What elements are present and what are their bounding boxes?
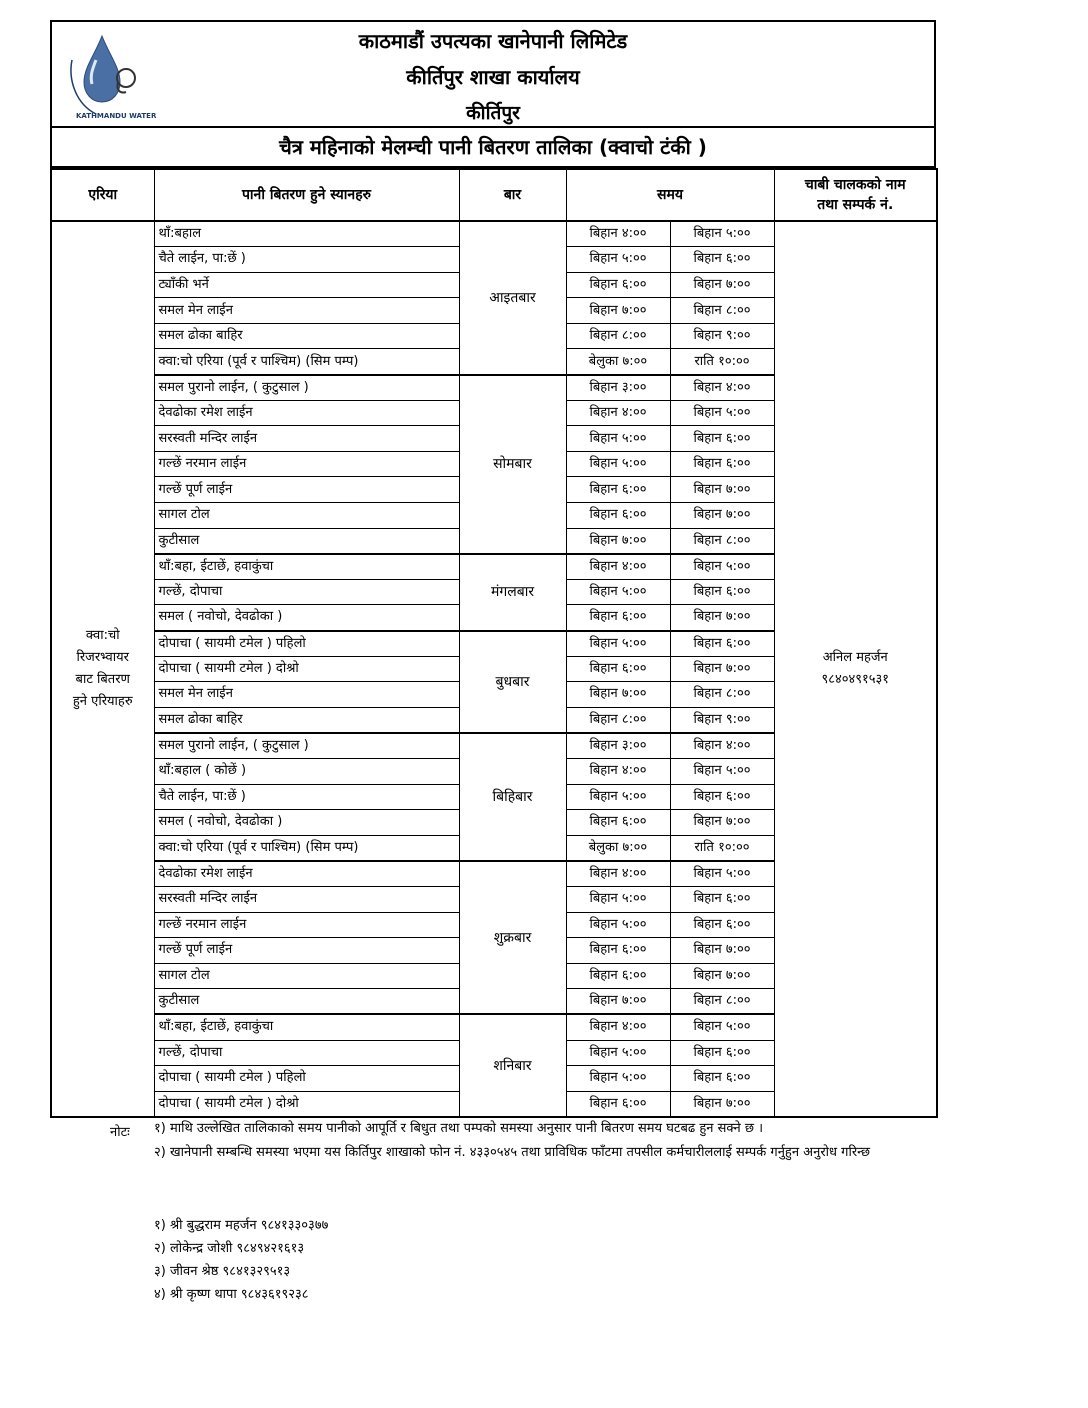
end-time-cell: राति १०:०० [670, 349, 774, 375]
operator-header-line2: तथा सम्पर्क नं. [817, 197, 894, 213]
column-header-operator [774, 169, 937, 221]
start-time-cell: बेलुका ७:०० [566, 349, 670, 375]
place-cell: समल ( नवोचो, देवढोका ) [154, 810, 459, 836]
start-time-cell: बिहान ७:०० [566, 298, 670, 324]
contact-item: ४) श्री कृष्ण थापा ९८४३६१९२३८ [154, 1287, 309, 1302]
place-cell: समल ( नवोचो, देवढोका ) [154, 605, 459, 631]
end-time-cell: बिहान ५:०० [670, 758, 774, 784]
area-label-line: बाट बितरण [75, 671, 130, 687]
notes-section [110, 1118, 930, 1164]
place-cell: कुटीसाल [154, 528, 459, 554]
end-time-cell: बिहान ४:०० [670, 733, 774, 759]
operator-cell [774, 221, 937, 1117]
place-cell: सरस्वती मन्दिर लाईन [154, 886, 459, 912]
place-cell: गल्छें, दोपाचा [154, 579, 459, 605]
start-time-cell: बिहान ६:०० [566, 963, 670, 989]
place-cell: सागल टोल [154, 963, 459, 989]
start-time-cell: बिहान ४:०० [566, 554, 670, 580]
start-time-cell: बेलुका ७:०० [566, 835, 670, 861]
column-header-day: बार [459, 169, 566, 221]
end-time-cell: बिहान ६:०० [670, 579, 774, 605]
end-time-cell: बिहान ७:०० [670, 1091, 774, 1117]
place-cell: ट्याँकी भर्ने [154, 272, 459, 298]
office-name: कीर्तिपुर शाखा कार्यालय [406, 65, 580, 89]
place-cell: चैते लाईन, पा:छें ) [154, 784, 459, 810]
day-cell: मंगलबार [459, 554, 566, 631]
place-cell: देवढोका रमेश लाईन [154, 400, 459, 426]
end-time-cell: बिहान ९:०० [670, 707, 774, 733]
place-cell: समल ढोका बाहिर [154, 707, 459, 733]
start-time-cell: बिहान ४:०० [566, 861, 670, 887]
start-time-cell: बिहान ४:०० [566, 758, 670, 784]
table-row [51, 221, 937, 247]
end-time-cell: बिहान ६:०० [670, 247, 774, 273]
contact-list [154, 1214, 328, 1306]
operator-header-line1: चाबी चालकको नाम [804, 177, 906, 193]
place-cell: समल पुरानो लाईन, ( कुटुसाल ) [154, 733, 459, 759]
column-header-places: पानी बितरण हुने स्यानहरु [154, 169, 459, 221]
place-cell: देवढोका रमेश लाईन [154, 861, 459, 887]
place-cell: थाँ:बहाल ( कोछें ) [154, 758, 459, 784]
end-time-cell: बिहान ६:०० [670, 631, 774, 657]
start-time-cell: बिहान ६:०० [566, 810, 670, 836]
start-time-cell: बिहान ४:०० [566, 400, 670, 426]
place-cell: समल ढोका बाहिर [154, 323, 459, 349]
place-cell: गल्छें पूर्ण लाईन [154, 938, 459, 964]
column-header-time: समय [566, 169, 774, 221]
day-cell: शुक्रबार [459, 861, 566, 1015]
contact-item: २) लोकेन्द्र जोशी ९८४९४२१६१३ [154, 1241, 305, 1256]
end-time-cell: बिहान ६:०० [670, 426, 774, 452]
start-time-cell: बिहान ५:०० [566, 1040, 670, 1066]
start-time-cell: बिहान ६:०० [566, 605, 670, 631]
start-time-cell: बिहान ६:०० [566, 503, 670, 529]
end-time-cell: बिहान ६:०० [670, 1066, 774, 1092]
table-header-row [51, 169, 937, 221]
day-cell: बुधबार [459, 631, 566, 733]
end-time-cell: बिहान ७:०० [670, 963, 774, 989]
place-cell: क्वा:चो एरिया (पूर्व र पाश्चिम) (सिम पम्प) [154, 835, 459, 861]
area-label-line: क्वा:चो [85, 627, 120, 643]
column-header-area: एरिया [51, 169, 154, 221]
end-time-cell: बिहान ६:०० [670, 912, 774, 938]
start-time-cell: बिहान ७:०० [566, 682, 670, 708]
start-time-cell: बिहान ५:०० [566, 426, 670, 452]
start-time-cell: बिहान ६:०० [566, 272, 670, 298]
end-time-cell: बिहान ७:०० [670, 656, 774, 682]
start-time-cell: बिहान ५:०० [566, 784, 670, 810]
start-time-cell: बिहान ५:०० [566, 451, 670, 477]
start-time-cell: बिहान ७:०० [566, 989, 670, 1015]
end-time-cell: बिहान ६:०० [670, 784, 774, 810]
area-cell [51, 221, 154, 1117]
note-1: १) माथि उल्लेखित तालिकाको समय पानीको आपूर्ति र बिधुत तथा पम्पको समस्या अनुसार पानी बितरण समय घटबढ हुन सक्ने छ । [154, 1121, 764, 1136]
notes-label: नोटः [110, 1125, 130, 1140]
start-time-cell: बिहान ६:०० [566, 656, 670, 682]
end-time-cell: बिहान ५:०० [670, 1014, 774, 1040]
place-cell: सरस्वती मन्दिर लाईन [154, 426, 459, 452]
place-cell: गल्छें पूर्ण लाईन [154, 477, 459, 503]
place-cell: दोपाचा ( सायमी टमेल ) दोश्रो [154, 656, 459, 682]
end-time-cell: राति १०:०० [670, 835, 774, 861]
end-time-cell: बिहान ८:०० [670, 989, 774, 1015]
operator-phone: ९८४०४९१५३१ [821, 671, 890, 687]
start-time-cell: बिहान ५:०० [566, 1066, 670, 1092]
contact-item: ३) जीवन श्रेष्ठ ९८४१३२९५१३ [154, 1264, 291, 1279]
day-cell: बिहिबार [459, 733, 566, 861]
schedule-title: चैत्र महिनाको मेलम्ची पानी बितरण तालिका (क्वाचो टंकी ) [50, 128, 936, 168]
place-cell: गल्छें नरमान लाईन [154, 451, 459, 477]
day-cell: शनिबार [459, 1014, 566, 1116]
area-label-line: हुने एरियाहरु [72, 693, 133, 709]
operator-name: अनिल महर्जन [822, 649, 888, 665]
start-time-cell: बिहान ४:०० [566, 1014, 670, 1040]
end-time-cell: बिहान ७:०० [670, 938, 774, 964]
letterhead [50, 20, 936, 128]
start-time-cell: बिहान ५:०० [566, 912, 670, 938]
note-2: २) खानेपानी सम्बन्धि समस्या भएमा यस किर्तिपुर शाखाको फोन नं. ४३३०५४५ तथा प्राविधिक फाँटमा तपसील कर्मचारीललाई सम्पर्क गर्नुहुन अनुरोध गरिन्छ [154, 1145, 870, 1160]
start-time-cell: बिहान ७:०० [566, 528, 670, 554]
place-cell: दोपाचा ( सायमी टमेल ) दोश्रो [154, 1091, 459, 1117]
place-cell: थाँ:बहाल [154, 221, 459, 247]
place-cell: गल्छें, दोपाचा [154, 1040, 459, 1066]
end-time-cell: बिहान ८:०० [670, 298, 774, 324]
end-time-cell: बिहान ७:०० [670, 272, 774, 298]
start-time-cell: बिहान ८:०० [566, 323, 670, 349]
end-time-cell: बिहान ८:०० [670, 528, 774, 554]
end-time-cell: बिहान ७:०० [670, 477, 774, 503]
start-time-cell: बिहान ५:०० [566, 247, 670, 273]
day-cell: आइतबार [459, 221, 566, 375]
end-time-cell: बिहान ६:०० [670, 1040, 774, 1066]
schedule-body [51, 221, 937, 1117]
place-cell: क्वा:चो एरिया (पूर्व र पाश्चिम) (सिम पम्प) [154, 349, 459, 375]
end-time-cell: बिहान ५:०० [670, 221, 774, 247]
start-time-cell: बिहान ८:०० [566, 707, 670, 733]
place-cell: दोपाचा ( सायमी टमेल ) पहिलो [154, 1066, 459, 1092]
start-time-cell: बिहान ३:०० [566, 733, 670, 759]
end-time-cell: बिहान ६:०० [670, 451, 774, 477]
start-time-cell: बिहान ५:०० [566, 886, 670, 912]
end-time-cell: बिहान ९:०० [670, 323, 774, 349]
place-cell: गल्छें नरमान लाईन [154, 912, 459, 938]
end-time-cell: बिहान ५:०० [670, 400, 774, 426]
start-time-cell: बिहान ६:०० [566, 1091, 670, 1117]
end-time-cell: बिहान ८:०० [670, 682, 774, 708]
start-time-cell: बिहान ४:०० [566, 221, 670, 247]
end-time-cell: बिहान ४:०० [670, 375, 774, 401]
end-time-cell: बिहान ५:०० [670, 554, 774, 580]
place-cell: थाँ:बहा, ईटाछें, हवाकुंचा [154, 1014, 459, 1040]
place-cell: दोपाचा ( सायमी टमेल ) पहिलो [154, 631, 459, 657]
place-cell: सागल टोल [154, 503, 459, 529]
organization-name: काठमाडौं उपत्यका खानेपानी लिमिटेड [358, 29, 628, 53]
distribution-schedule-table [50, 168, 938, 1118]
end-time-cell: बिहान ७:०० [670, 503, 774, 529]
place-cell: समल मेन लाईन [154, 298, 459, 324]
place-cell: चैते लाईन, पा:छें ) [154, 247, 459, 273]
day-cell: सोमबार [459, 375, 566, 554]
end-time-cell: बिहान ६:०० [670, 886, 774, 912]
start-time-cell: बिहान ६:०० [566, 938, 670, 964]
place-cell: थाँ:बहा, ईटाछें, हवाकुंचा [154, 554, 459, 580]
start-time-cell: बिहान ६:०० [566, 477, 670, 503]
svg-text:KATHMANDU WATER: KATHMANDU WATER [76, 112, 157, 120]
contact-item: १) श्री बुद्धराम महर्जन ९८४१३३०३७७ [154, 1218, 329, 1233]
start-time-cell: बिहान ५:०० [566, 579, 670, 605]
office-location: कीर्तिपुर [466, 102, 520, 124]
place-cell: कुटीसाल [154, 989, 459, 1015]
place-cell: समल मेन लाईन [154, 682, 459, 708]
start-time-cell: बिहान ५:०० [566, 631, 670, 657]
end-time-cell: बिहान ५:०० [670, 861, 774, 887]
place-cell: समल पुरानो लाईन, ( कुटुसाल ) [154, 375, 459, 401]
end-time-cell: बिहान ७:०० [670, 810, 774, 836]
start-time-cell: बिहान ३:०० [566, 375, 670, 401]
end-time-cell: बिहान ७:०० [670, 605, 774, 631]
area-label-line: रिजरभ्वायर [76, 649, 130, 665]
